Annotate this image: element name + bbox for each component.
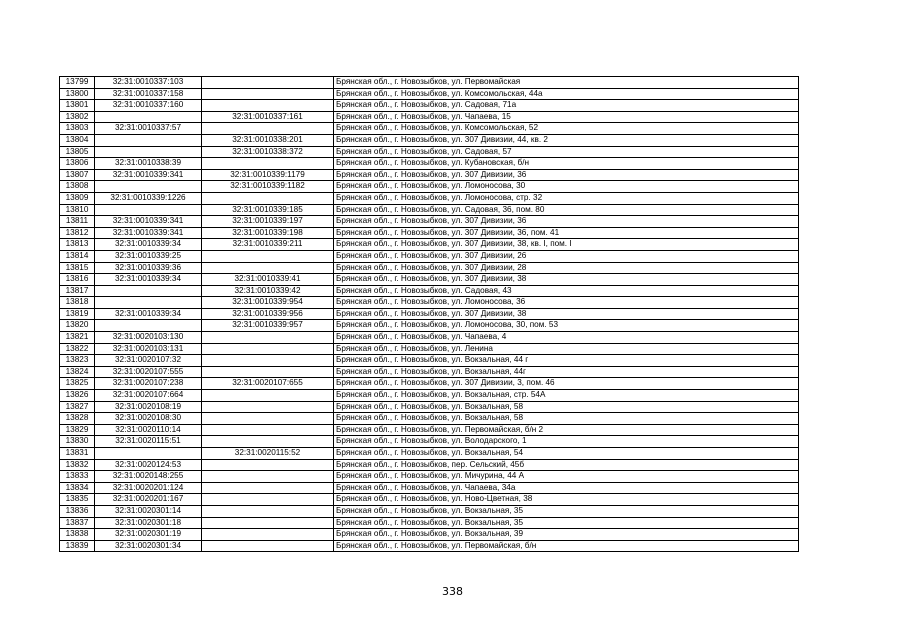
address-cell: Брянская обл., г. Новозыбков, ул. Садовая, 71а: [334, 100, 799, 112]
object-number-cell: [202, 459, 334, 471]
parcel-number-cell: 32:31:0010339:34: [95, 239, 202, 251]
row-number-cell: 13838: [60, 529, 95, 541]
parcel-number-cell: [95, 285, 202, 297]
row-number-cell: 13827: [60, 401, 95, 413]
row-number-cell: 13825: [60, 378, 95, 390]
parcel-number-cell: 32:31:0020110:14: [95, 424, 202, 436]
address-cell: Брянская обл., г. Новозыбков, ул. 307 Дивизии, 36, пом. 41: [334, 227, 799, 239]
row-number-cell: 13812: [60, 227, 95, 239]
address-cell: Брянская обл., г. Новозыбков, ул. Вокзальная, 44г: [334, 366, 799, 378]
parcel-number-cell: 32:31:0010339:25: [95, 250, 202, 262]
parcel-number-cell: 32:31:0010339:36: [95, 262, 202, 274]
address-cell: Брянская обл., г. Новозыбков, ул. 307 Дивизии, 44, кв. 2: [334, 134, 799, 146]
object-number-cell: [202, 366, 334, 378]
address-cell: Брянская обл., г. Новозыбков, ул. Чапаева, 4: [334, 332, 799, 344]
parcel-number-cell: 32:31:0020301:34: [95, 540, 202, 552]
object-number-cell: [202, 471, 334, 483]
address-cell: Брянская обл., г. Новозыбков, ул. 307 Дивизии, 36: [334, 169, 799, 181]
table-row: [60, 181, 799, 193]
address-cell: Брянская обл., г. Новозыбков, ул. Ломоносова, 30: [334, 181, 799, 193]
object-number-cell: [202, 192, 334, 204]
parcel-number-cell: [95, 297, 202, 309]
object-number-cell: [202, 355, 334, 367]
row-number-cell: 13828: [60, 413, 95, 425]
object-number-cell: [202, 332, 334, 344]
object-number-cell: 32:31:0010339:1182: [202, 181, 334, 193]
address-cell: Брянская обл., г. Новозыбков, ул. Комсомольская, 52: [334, 123, 799, 135]
address-cell: Брянская обл., г. Новозыбков, ул. Вокзальная, 35: [334, 517, 799, 529]
row-number-cell: 13817: [60, 285, 95, 297]
parcel-number-cell: 32:31:0010337:57: [95, 123, 202, 135]
address-cell: Брянская обл., г. Новозыбков, ул. 307 Дивизии, 36: [334, 216, 799, 228]
address-cell: Брянская обл., г. Новозыбков, ул. Вокзальная, 58: [334, 413, 799, 425]
object-number-cell: [202, 494, 334, 506]
address-cell: Брянская обл., г. Новозыбков, ул. Володарского, 1: [334, 436, 799, 448]
object-number-cell: 32:31:0020107:655: [202, 378, 334, 390]
row-number-cell: 13806: [60, 158, 95, 170]
parcel-number-cell: 32:31:0020103:131: [95, 343, 202, 355]
table-row: [60, 274, 799, 286]
address-cell: Брянская обл., г. Новозыбков, ул. Ленина: [334, 343, 799, 355]
object-number-cell: [202, 505, 334, 517]
object-number-cell: [202, 88, 334, 100]
parcel-number-cell: 32:31:0010339:34: [95, 308, 202, 320]
address-cell: Брянская обл., г. Новозыбков, ул. Кубановская, б/н: [334, 158, 799, 170]
row-number-cell: 13807: [60, 169, 95, 181]
parcel-number-cell: [95, 134, 202, 146]
row-number-cell: 13832: [60, 459, 95, 471]
row-number-cell: 13836: [60, 505, 95, 517]
address-cell: Брянская обл., г. Новозыбков, ул. 307 Дивизии, 38, кв. I, пом. I: [334, 239, 799, 251]
table-row: [60, 517, 799, 529]
table-row: [60, 111, 799, 123]
object-number-cell: 32:31:0010339:956: [202, 308, 334, 320]
parcel-number-cell: [95, 181, 202, 193]
parcel-number-cell: 32:31:0020124:53: [95, 459, 202, 471]
table-row: [60, 482, 799, 494]
row-number-cell: 13808: [60, 181, 95, 193]
row-number-cell: 13814: [60, 250, 95, 262]
table-row: [60, 297, 799, 309]
object-number-cell: [202, 390, 334, 402]
table-row: [60, 308, 799, 320]
parcel-number-cell: 32:31:0010338:39: [95, 158, 202, 170]
parcel-number-cell: 32:31:0010339:341: [95, 216, 202, 228]
object-number-cell: 32:31:0010337:161: [202, 111, 334, 123]
table-row: [60, 100, 799, 112]
object-number-cell: [202, 413, 334, 425]
row-number-cell: 13802: [60, 111, 95, 123]
table-row: [60, 459, 799, 471]
address-cell: Брянская обл., г. Новозыбков, ул. Вокзальная, 58: [334, 401, 799, 413]
table-row: [60, 355, 799, 367]
row-number-cell: 13815: [60, 262, 95, 274]
row-number-cell: 13811: [60, 216, 95, 228]
object-number-cell: 32:31:0010339:211: [202, 239, 334, 251]
parcel-number-cell: 32:31:0020107:238: [95, 378, 202, 390]
address-cell: Брянская обл., г. Новозыбков, ул. Вокзальная, стр. 54А: [334, 390, 799, 402]
address-cell: Брянская обл., г. Новозыбков, пер. Сельский, 45б: [334, 459, 799, 471]
table-row: [60, 448, 799, 460]
address-cell: Брянская обл., г. Новозыбков, ул. Чапаева, 15: [334, 111, 799, 123]
object-number-cell: [202, 250, 334, 262]
object-number-cell: 32:31:0010339:185: [202, 204, 334, 216]
address-cell: Брянская обл., г. Новозыбков, ул. Вокзальная, 39: [334, 529, 799, 541]
row-number-cell: 13809: [60, 192, 95, 204]
address-cell: Брянская обл., г. Новозыбков, ул. 307 Дивизии, 26: [334, 250, 799, 262]
address-cell: Брянская обл., г. Новозыбков, ул. 307 Дивизии, 3, пом. 46: [334, 378, 799, 390]
object-number-cell: [202, 517, 334, 529]
parcel-number-cell: [95, 448, 202, 460]
row-number-cell: 13816: [60, 274, 95, 286]
page-number: 338: [442, 585, 463, 598]
object-number-cell: [202, 436, 334, 448]
address-cell: Брянская обл., г. Новозыбков, ул. Чапаева, 34а: [334, 482, 799, 494]
row-number-cell: 13835: [60, 494, 95, 506]
table-row: [60, 413, 799, 425]
object-number-cell: [202, 123, 334, 135]
address-cell: Брянская обл., г. Новозыбков, ул. Ломоносова, 30, пом. 53: [334, 320, 799, 332]
object-number-cell: 32:31:0010338:372: [202, 146, 334, 158]
object-number-cell: 32:31:0010339:198: [202, 227, 334, 239]
parcel-number-cell: [95, 146, 202, 158]
object-number-cell: [202, 158, 334, 170]
row-number-cell: 13823: [60, 355, 95, 367]
parcel-number-cell: 32:31:0020301:18: [95, 517, 202, 529]
address-cell: Брянская обл., г. Новозыбков, ул. Ломоносова, 36: [334, 297, 799, 309]
parcel-number-cell: 32:31:0020301:19: [95, 529, 202, 541]
table-row: [60, 250, 799, 262]
object-number-cell: 32:31:0010339:954: [202, 297, 334, 309]
row-number-cell: 13810: [60, 204, 95, 216]
table-row: [60, 343, 799, 355]
object-number-cell: [202, 262, 334, 274]
parcel-number-cell: [95, 204, 202, 216]
row-number-cell: 13822: [60, 343, 95, 355]
parcel-number-cell: 32:31:0020107:664: [95, 390, 202, 402]
object-number-cell: [202, 77, 334, 89]
register-table: [59, 76, 799, 552]
row-number-cell: 13830: [60, 436, 95, 448]
object-number-cell: [202, 529, 334, 541]
row-number-cell: 13800: [60, 88, 95, 100]
address-cell: Брянская обл., г. Новозыбков, ул. Садовая, 57: [334, 146, 799, 158]
table-row: [60, 169, 799, 181]
object-number-cell: [202, 482, 334, 494]
table-row: [60, 285, 799, 297]
parcel-number-cell: 32:31:0010339:341: [95, 169, 202, 181]
object-number-cell: [202, 540, 334, 552]
parcel-number-cell: 32:31:0010339:341: [95, 227, 202, 239]
object-number-cell: 32:31:0010339:957: [202, 320, 334, 332]
parcel-number-cell: 32:31:0010337:158: [95, 88, 202, 100]
table-row: [60, 494, 799, 506]
table-row: [60, 123, 799, 135]
row-number-cell: 13831: [60, 448, 95, 460]
table-row: [60, 390, 799, 402]
row-number-cell: 13829: [60, 424, 95, 436]
parcel-number-cell: 32:31:0020115:51: [95, 436, 202, 448]
address-cell: Брянская обл., г. Новозыбков, ул. 307 Дивизии, 38: [334, 274, 799, 286]
address-cell: Брянская обл., г. Новозыбков, ул. Вокзальная, 44 г: [334, 355, 799, 367]
table-row: [60, 204, 799, 216]
object-number-cell: [202, 100, 334, 112]
row-number-cell: 13824: [60, 366, 95, 378]
table-row: [60, 239, 799, 251]
table-row: [60, 471, 799, 483]
table-row: [60, 88, 799, 100]
address-cell: Брянская обл., г. Новозыбков, ул. Садовая, 43: [334, 285, 799, 297]
address-cell: Брянская обл., г. Новозыбков, ул. Вокзальная, 35: [334, 505, 799, 517]
row-number-cell: 13804: [60, 134, 95, 146]
address-cell: Брянская обл., г. Новозыбков, ул. Первомайская: [334, 77, 799, 89]
address-cell: Брянская обл., г. Новозыбков, ул. Садовая, 36, пом. 80: [334, 204, 799, 216]
parcel-number-cell: 32:31:0020201:167: [95, 494, 202, 506]
row-number-cell: 13805: [60, 146, 95, 158]
table-row: [60, 378, 799, 390]
address-cell: Брянская обл., г. Новозыбков, ул. Комсомольская, 44а: [334, 88, 799, 100]
object-number-cell: [202, 401, 334, 413]
parcel-number-cell: 32:31:0020103:130: [95, 332, 202, 344]
row-number-cell: 13821: [60, 332, 95, 344]
object-number-cell: [202, 343, 334, 355]
table-row: [60, 158, 799, 170]
object-number-cell: 32:31:0010339:42: [202, 285, 334, 297]
address-cell: Брянская обл., г. Новозыбков, ул. 307 Дивизии, 28: [334, 262, 799, 274]
register-table-body: [60, 77, 799, 552]
row-number-cell: 13818: [60, 297, 95, 309]
row-number-cell: 13839: [60, 540, 95, 552]
parcel-number-cell: 32:31:0020107:32: [95, 355, 202, 367]
table-row: [60, 216, 799, 228]
row-number-cell: 13834: [60, 482, 95, 494]
parcel-number-cell: 32:31:0020148:255: [95, 471, 202, 483]
address-cell: Брянская обл., г. Новозыбков, ул. 307 Дивизии, 38: [334, 308, 799, 320]
row-number-cell: 13833: [60, 471, 95, 483]
table-row: [60, 436, 799, 448]
address-cell: Брянская обл., г. Новозыбков, ул. Мичурина, 44 А: [334, 471, 799, 483]
object-number-cell: 32:31:0010339:41: [202, 274, 334, 286]
address-cell: Брянская обл., г. Новозыбков, ул. Вокзальная, 54: [334, 448, 799, 460]
parcel-number-cell: 32:31:0020108:30: [95, 413, 202, 425]
row-number-cell: 13826: [60, 390, 95, 402]
table-row: [60, 529, 799, 541]
table-row: [60, 227, 799, 239]
parcel-number-cell: 32:31:0010337:103: [95, 77, 202, 89]
table-row: [60, 366, 799, 378]
table-row: [60, 77, 799, 89]
object-number-cell: [202, 424, 334, 436]
table-row: [60, 134, 799, 146]
table-row: [60, 332, 799, 344]
row-number-cell: 13801: [60, 100, 95, 112]
parcel-number-cell: [95, 111, 202, 123]
row-number-cell: 13803: [60, 123, 95, 135]
address-cell: Брянская обл., г. Новозыбков, ул. Первомайская, б/н 2: [334, 424, 799, 436]
parcel-number-cell: 32:31:0010339:1226: [95, 192, 202, 204]
table-row: [60, 540, 799, 552]
parcel-number-cell: 32:31:0010337:160: [95, 100, 202, 112]
parcel-number-cell: 32:31:0010339:34: [95, 274, 202, 286]
address-cell: Брянская обл., г. Новозыбков, ул. Первомайская, б/н: [334, 540, 799, 552]
table-row: [60, 320, 799, 332]
table-row: [60, 505, 799, 517]
row-number-cell: 13819: [60, 308, 95, 320]
parcel-number-cell: 32:31:0020107:555: [95, 366, 202, 378]
table-row: [60, 262, 799, 274]
object-number-cell: 32:31:0010339:1179: [202, 169, 334, 181]
object-number-cell: 32:31:0020115:52: [202, 448, 334, 460]
parcel-number-cell: 32:31:0020108:19: [95, 401, 202, 413]
row-number-cell: 13820: [60, 320, 95, 332]
address-cell: Брянская обл., г. Новозыбков, ул. Ломоносова, стр. 32: [334, 192, 799, 204]
object-number-cell: 32:31:0010339:197: [202, 216, 334, 228]
row-number-cell: 13799: [60, 77, 95, 89]
parcel-number-cell: 32:31:0020301:14: [95, 505, 202, 517]
table-row: [60, 192, 799, 204]
table-row: [60, 146, 799, 158]
table-row: [60, 424, 799, 436]
parcel-number-cell: [95, 320, 202, 332]
object-number-cell: 32:31:0010338:201: [202, 134, 334, 146]
address-cell: Брянская обл., г. Новозыбков, ул. Ново-Цветная, 38: [334, 494, 799, 506]
row-number-cell: 13813: [60, 239, 95, 251]
table-row: [60, 401, 799, 413]
parcel-number-cell: 32:31:0020201:124: [95, 482, 202, 494]
row-number-cell: 13837: [60, 517, 95, 529]
